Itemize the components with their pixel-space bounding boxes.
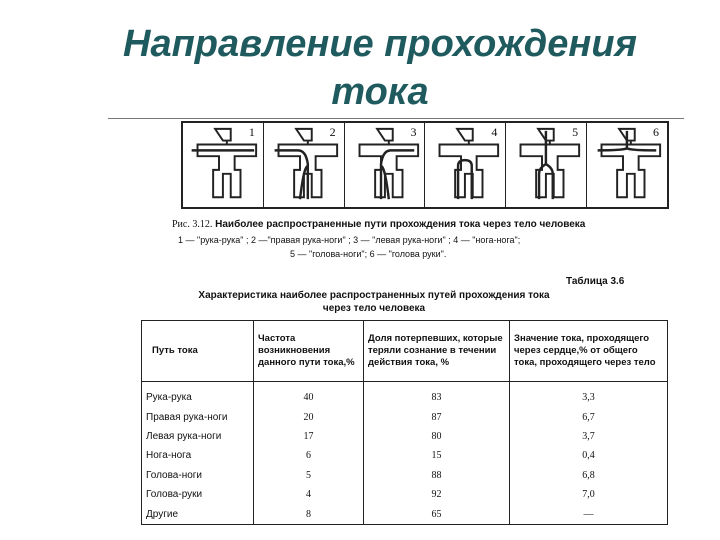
table-row (142, 382, 668, 408)
frequency-cell: 4 (254, 485, 364, 504)
column-header: Значение тока, проходящего через сердце,% от общего тока, проходящего через тело (510, 321, 668, 382)
path-cell: Другие (142, 504, 254, 524)
path-cell: Рука-рука (142, 382, 254, 408)
unconscious-share-cell: 87 (364, 407, 510, 426)
figure-panel-1 (183, 123, 264, 207)
unconscious-share-cell: 80 (364, 427, 510, 446)
table-row (142, 407, 668, 426)
frequency-cell: 8 (254, 504, 364, 524)
path-cell: Нога-нога (142, 446, 254, 465)
heart-current-cell: 6,8 (510, 466, 668, 485)
heart-current-cell: 0,4 (510, 446, 668, 465)
table-heading-line2: через тело человека (322, 303, 426, 314)
panel-number: 1 (248, 125, 255, 139)
table-heading (174, 289, 574, 315)
unconscious-share-cell: 83 (364, 382, 510, 408)
heart-current-cell: 6,7 (510, 407, 668, 426)
figure-caption (172, 218, 672, 259)
figure-legend-line1: 1 — "рука-рука" ; 2 —"правая рука-ноги" ; 3 — "левая рука-ноги" ; 4 — "нога-нога"; (178, 235, 521, 245)
column-header: Доля потерпевших, которые теряли сознание в течении действия тока, % (364, 321, 510, 382)
body-outline-icon (183, 123, 263, 207)
table-header-row (142, 321, 668, 382)
column-header: Путь тока (142, 321, 254, 382)
frequency-cell: 40 (254, 382, 364, 408)
figure-panel-4 (425, 123, 506, 207)
unconscious-share-cell: 92 (364, 485, 510, 504)
column-header: Частота возникновения данного пути тока,% (254, 321, 364, 382)
body-outline-icon (425, 123, 505, 207)
table-row (142, 485, 668, 504)
path-cell: Правая рука-ноги (142, 407, 254, 426)
figure-panel-6 (587, 123, 667, 207)
body-outline-icon (345, 123, 425, 207)
figure-legend-line2: 5 — "голова-ноги"; 6 — "голова руки". (290, 249, 447, 259)
unconscious-share-cell: 15 (364, 446, 510, 465)
path-cell: Левая рука-ноги (142, 427, 254, 446)
figure-panel-2 (264, 123, 345, 207)
table-row (142, 446, 668, 465)
heart-current-cell: — (510, 504, 668, 524)
figure-panel-3 (345, 123, 426, 207)
heart-current-cell: 3,7 (510, 427, 668, 446)
slide-title-line2: тока (331, 71, 429, 113)
unconscious-share-cell: 65 (364, 504, 510, 524)
slide-title-line1: Направление прохождения (123, 23, 637, 65)
heart-current-cell: 7,0 (510, 485, 668, 504)
path-cell: Голова-ноги (142, 466, 254, 485)
panel-number: 6 (652, 125, 659, 139)
current-paths-table (141, 320, 668, 525)
panel-number: 5 (572, 125, 579, 139)
slide-title (100, 20, 660, 116)
title-divider (108, 118, 684, 119)
body-outline-icon (506, 123, 586, 207)
frequency-cell: 6 (254, 446, 364, 465)
table-number: Таблица 3.6 (566, 276, 625, 287)
path-cell: Голова-руки (142, 485, 254, 504)
panel-number: 2 (329, 125, 336, 139)
table-row (142, 504, 668, 524)
figure-label: Рис. 3.12. (172, 219, 213, 230)
panel-number: 4 (491, 125, 498, 139)
body-outline-icon (587, 123, 667, 207)
frequency-cell: 20 (254, 407, 364, 426)
table-row (142, 466, 668, 485)
frequency-cell: 17 (254, 427, 364, 446)
table-row (142, 427, 668, 446)
heart-current-cell: 3,3 (510, 382, 668, 408)
panel-number: 3 (410, 125, 417, 139)
figure-title: Наиболее распространенные пути прохождения тока через тело человека (215, 219, 586, 230)
figure-panel-5 (506, 123, 587, 207)
table-heading-line1: Характеристика наиболее распространенных путей прохождения тока (198, 290, 550, 301)
unconscious-share-cell: 88 (364, 466, 510, 485)
body-outline-icon (264, 123, 344, 207)
current-path-figure (181, 121, 669, 209)
frequency-cell: 5 (254, 466, 364, 485)
